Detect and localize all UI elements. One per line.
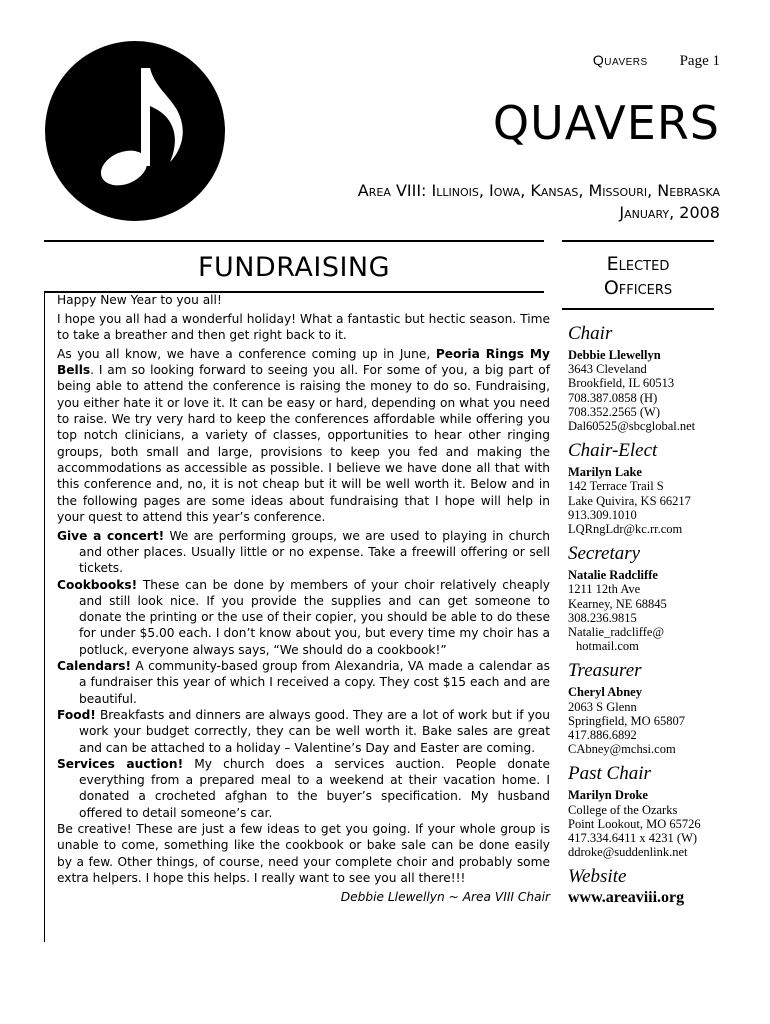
address-line: 3643 Cleveland [568, 362, 647, 377]
paragraph: I hope you all had a wonderful holiday! What a fantastic but hectic season. Time to take a breather and then get right back to it. [57, 311, 550, 343]
officer-role: Treasurer [568, 660, 642, 682]
eighth-note-icon [44, 40, 226, 222]
email-line: LQRngLdr@kc.rr.com [568, 522, 683, 537]
officer-treasurer [568, 659, 714, 756]
list-item [57, 658, 550, 707]
officer-role: Secretary [568, 543, 641, 565]
list-item [57, 577, 550, 658]
address-line: Springfield, MO 65807 [568, 713, 686, 728]
item-text: We are performing groups, we are used to playing in church and other places. Usually little or no expense. Take a freewill offering or sell tickets. [79, 528, 550, 576]
address-line: Kearney, NE 68845 [568, 596, 667, 611]
officers-heading-line: Officers [603, 277, 673, 299]
running-header-title: Quavers [592, 52, 648, 68]
email-line: Dal60525@sbcglobal.net [568, 419, 696, 434]
website-block [568, 865, 714, 905]
officer-chair-elect [568, 439, 714, 536]
address-line: Lake Quivira, KS 66217 [568, 493, 691, 508]
phone-line: 417.334.6411 x 4231 (W) [568, 831, 698, 846]
phone-line: 708.352.2565 (W) [568, 404, 660, 419]
list-item [57, 707, 550, 756]
email-line: CAbney@mchsi.com [568, 742, 676, 757]
officer-role: Chair-Elect [568, 440, 658, 462]
issue-date: January, 2008 [619, 203, 720, 222]
item-text: These can be done by members of your choir relatively cheaply and still look nice. If you provide the supplies and can get someone to donate the printing or the use of their copier, you should be able to do these for under $5.00 each. I don’t know about you, but every time my choir has a potluck, everyone always says, “We should do a cookbook!” [79, 577, 550, 657]
address-line: 142 Terrace Trail S [568, 479, 664, 494]
conference-name: Peoria Rings My Bells [57, 346, 550, 378]
address-line: 2063 S Glenn [568, 699, 637, 714]
phone-line: 417.886.6892 [568, 728, 637, 743]
address-line: 1211 12th Ave [568, 582, 641, 597]
email-line: Natalie_radcliffe@ [568, 625, 664, 640]
address-line: Point Lookout, MO 65726 [568, 816, 701, 831]
paragraph: Happy New Year to you all! [57, 293, 222, 307]
website-link[interactable]: www.areaviii.org [568, 889, 685, 907]
address-line: College of the Ozarks [568, 802, 678, 817]
officers-heading-line: Elected [606, 253, 670, 275]
item-text: A community-based group from Alexandria, VA made a calendar as a fundraiser this year of which I received a copy. They cost $15 each and are beautiful. [79, 659, 550, 706]
email-line: ddroke@suddenlink.net [568, 845, 688, 860]
officer-chair [568, 322, 714, 433]
article-header [44, 240, 544, 293]
paragraph [57, 346, 550, 525]
masthead-subtitle [358, 180, 720, 224]
phone-line: 308.236.9815 [568, 610, 637, 625]
officer-past-chair [568, 762, 714, 859]
page-number: Page 1 [679, 53, 720, 69]
area-line: Area VIII: Illinois, Iowa, Kansas, Missouri, Nebraska [357, 181, 720, 200]
text-run: . I am so looking forward to seeing you all. For some of you, a big part of being able to attend the conference is raising the money to do so. Fundraising, you either hate it or love it. It can be easy or hard, depending on what you need to raise. We try very hard to keep the conferences affordable while offering you top notch clinicians, a variety of classes, opportunities to hear other ringing groups, both small and large, provisions to keep you fed and making the accommodations as accessible as possible. I believe we have done all that with this conference and, no, it is not cheap but it will be well worth it. Below and in the following pages are some ideas about fundraising that I hope will help in your quest to attend this year’s conference. [57, 363, 550, 524]
officer-role: Chair [568, 323, 613, 344]
item-label: Food! [57, 707, 96, 722]
officers-heading [562, 252, 714, 300]
email-line: hotmail.com [576, 639, 639, 654]
newsletter-title: QUAVERS [492, 96, 720, 150]
item-text: Breakfasts and dinners are always good. They are a lot of work but if you work your budget correctly, they can be well worth it. Bake sales are great and can be attached to a holiday – Valentine’s Day and Easter are coming. [79, 707, 550, 755]
phone-line: 708.387.0858 (H) [568, 390, 658, 405]
running-header [593, 52, 720, 70]
paragraph: Be creative! These are just a few ideas to get you going. If your whole group is unable to come, something like the cookbook or bake sale can be done easily by a few. Other things, of course, need your complete choir and probably some extra helpers. I hope this helps. I really want to see you all there!!! [57, 822, 550, 885]
officer-name: Natalie Radcliffe [568, 568, 658, 583]
officer-name: Marilyn Droke [568, 788, 648, 803]
signature: Debbie Llewellyn ~ Area VIII Chair [340, 889, 550, 904]
divider [44, 240, 544, 242]
list-item [57, 528, 550, 577]
item-label: Give a concert! [57, 528, 165, 543]
officer-name: Cheryl Abney [568, 685, 642, 700]
divider [562, 308, 714, 310]
item-label: Cookbooks! [57, 577, 138, 592]
officer-name: Debbie Llewellyn [568, 348, 661, 362]
address-line: Brookfield, IL 60513 [568, 376, 675, 391]
officer-name: Marilyn Lake [568, 465, 642, 480]
divider [562, 240, 714, 242]
officer-secretary [568, 542, 714, 653]
officers-sidebar [562, 240, 714, 906]
item-label: Services auction! [57, 756, 184, 771]
website-label: Website [568, 866, 627, 888]
phone-line: 913.309.1010 [568, 507, 637, 522]
article-title: FUNDRAISING [197, 252, 391, 283]
list-item [57, 756, 550, 821]
item-label: Calendars! [57, 659, 132, 674]
officer-role: Past Chair [568, 763, 651, 785]
item-text: My church does a services auction. People donate everything from a prepared meal to a weekend at their vacation home. I donated a crocheted afghan to the buyer’s specification. My husband offered to detail someone’s car. [79, 756, 550, 820]
article-body [44, 292, 550, 942]
text-run: As you all know, we have a conference coming up in June, [57, 346, 436, 361]
